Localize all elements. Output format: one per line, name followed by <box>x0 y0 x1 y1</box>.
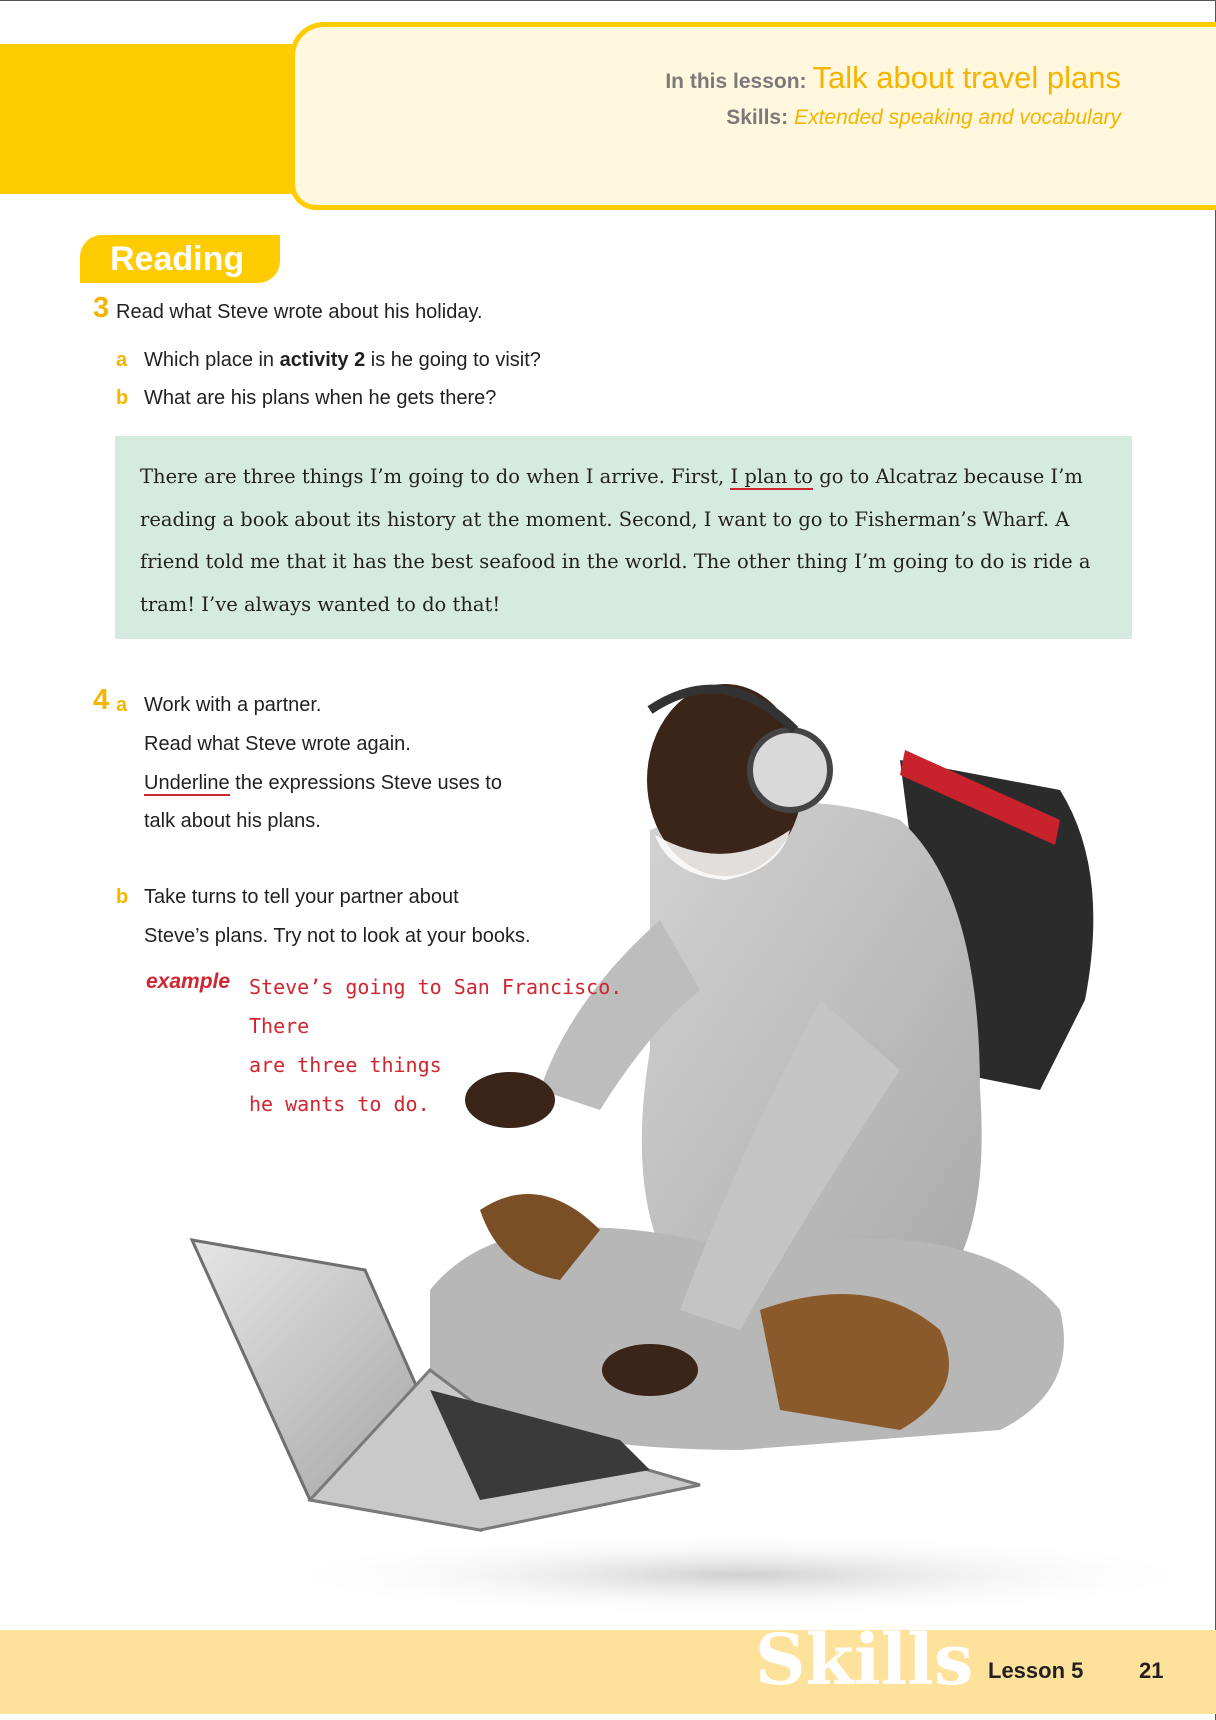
activity-4a-line1: Work with a partner. <box>144 694 322 716</box>
activity-3b-letter: b <box>116 387 129 409</box>
underline-word: Underline <box>144 772 230 794</box>
example-text <box>249 968 669 1124</box>
lesson-line <box>665 60 1121 96</box>
activity-3a-letter: a <box>116 349 128 371</box>
activity-4-number: 4 <box>93 684 110 716</box>
activity-4b-letter: b <box>116 886 129 908</box>
example-label: example <box>146 970 231 993</box>
headphones <box>750 730 830 810</box>
activity-3a-text: Which place in <box>144 349 280 371</box>
activity-4a-line3 <box>144 772 502 795</box>
footer-section-title: Skills <box>755 1618 974 1701</box>
activity-4b-line2: Steve’s plans. Try not to look at your books. <box>144 925 531 947</box>
activity-4b-line1: Take turns to tell your partner about <box>144 886 459 908</box>
activity-3a-question <box>144 349 541 372</box>
lesson-label: In this lesson: <box>665 70 807 93</box>
example-line-1: Steve’s going to San Francisco. There <box>249 975 623 1038</box>
skills-value: Extended speaking and vocabulary <box>794 106 1121 129</box>
activity-4a-letter: a <box>116 694 128 716</box>
passage-text-start: There are three things I’m going to do when I arrive. First, <box>140 465 731 488</box>
skills-label: Skills: <box>726 106 789 129</box>
steve-passage <box>115 436 1132 639</box>
activity-3a-bold-ref: activity 2 <box>279 349 366 371</box>
activity-3-instruction: Read what Steve wrote about his holiday. <box>116 301 483 323</box>
activity-4a-line2: Read what Steve wrote again. <box>144 733 411 755</box>
footer-page-number: 21 <box>1139 1658 1164 1683</box>
student-laptop-illustration <box>180 670 1216 1620</box>
footer-lesson: Lesson 5 <box>988 1658 1084 1683</box>
lesson-title: Talk about travel plans <box>812 60 1121 95</box>
activity-3b-question: What are his plans when he gets there? <box>144 387 497 409</box>
example-line-3: he wants to do. <box>249 1092 430 1116</box>
activity-3-number: 3 <box>93 292 110 324</box>
passage-text-rest: go to Alcatraz because I’m reading a book about its history at the moment. Second, I want to go to Fisherman’s Wharf. A friend told me that it has the best seafood in the world. The other thing I’m going to do is ride a tram! I’ve always wanted to do that! <box>140 465 1091 616</box>
right-hand <box>602 1344 698 1396</box>
passage-underlined-expression: I plan to <box>730 465 814 488</box>
activity-4a-line4: talk about his plans. <box>144 810 321 832</box>
ground-shadow <box>270 1533 1210 1617</box>
activity-3a-text-end: is he going to visit? <box>365 349 541 371</box>
example-line-2: are three things <box>249 1053 442 1077</box>
skills-line <box>726 106 1121 130</box>
activity-4a-line3-rest: the expressions Steve uses to <box>229 772 502 794</box>
section-title-reading: Reading <box>80 235 280 283</box>
header-yellow-band <box>0 44 310 194</box>
